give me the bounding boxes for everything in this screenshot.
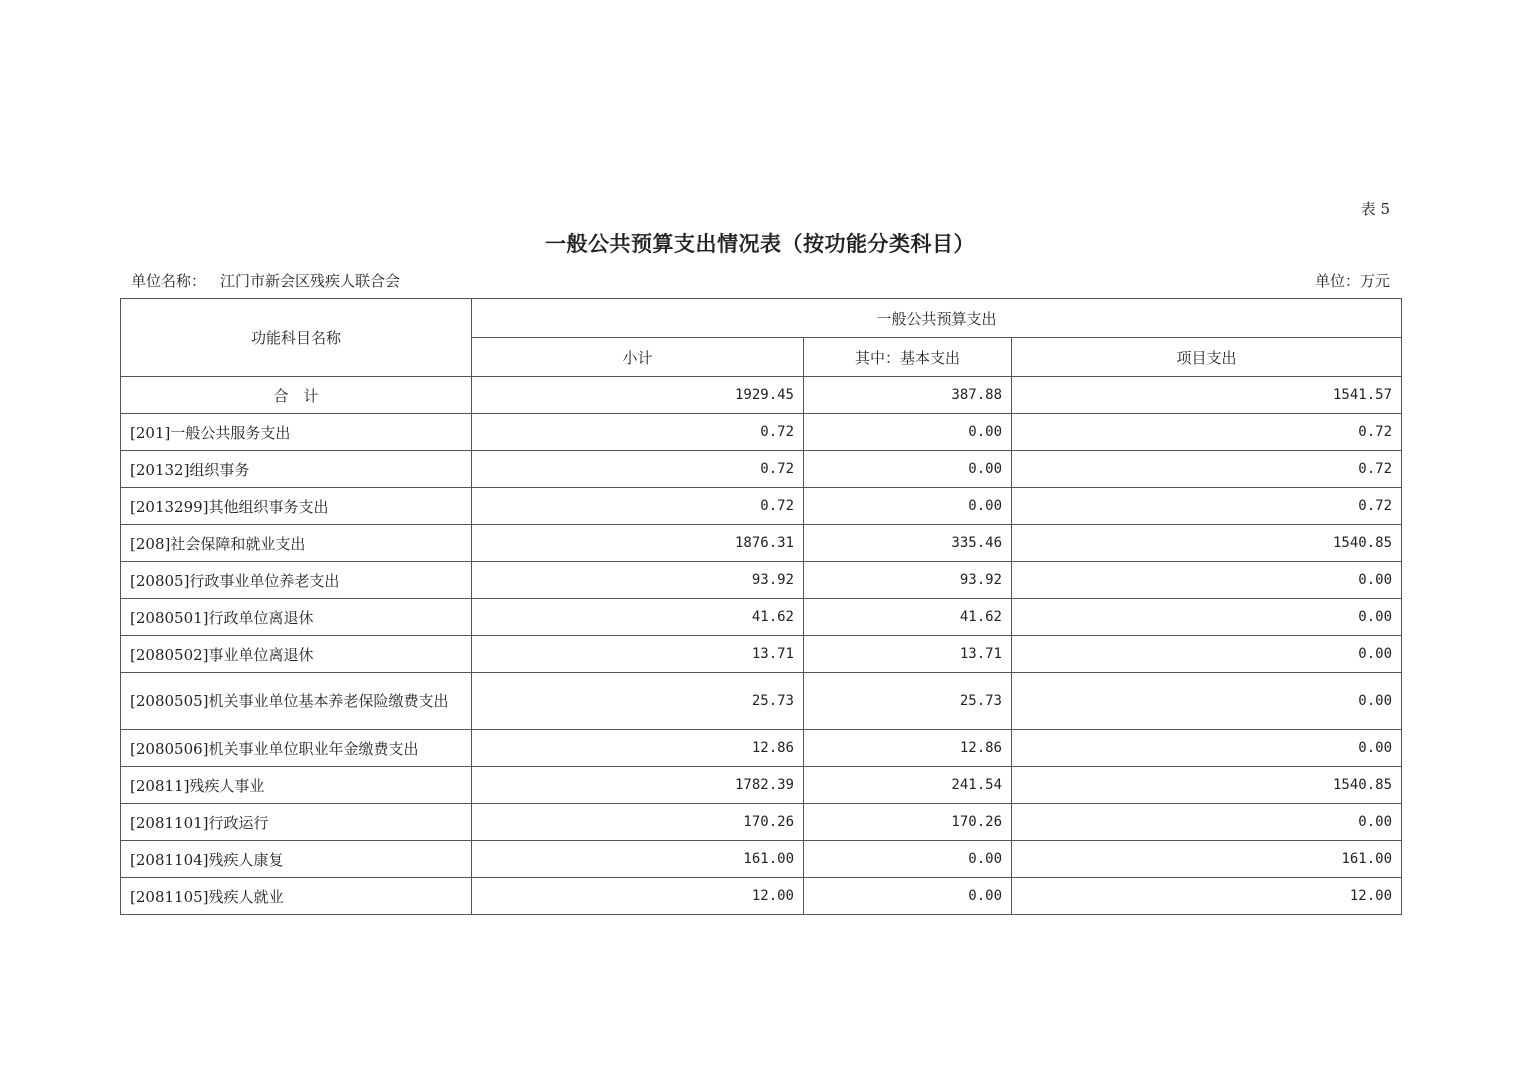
table-row <box>121 451 1402 488</box>
row-basic: 335.46 <box>804 525 1012 562</box>
row-basic: 0.00 <box>804 451 1012 488</box>
row-name: [20132]组织事务 <box>121 451 472 488</box>
row-project: 0.72 <box>1012 488 1402 525</box>
header-row-1 <box>121 299 1402 338</box>
row-project: 12.00 <box>1012 878 1402 915</box>
total-label: 合 计 <box>121 377 472 414</box>
table-row <box>121 673 1402 730</box>
row-subtotal: 1876.31 <box>472 525 804 562</box>
table-row <box>121 841 1402 878</box>
row-basic: 0.00 <box>804 878 1012 915</box>
row-project: 0.00 <box>1012 636 1402 673</box>
row-project: 1540.85 <box>1012 525 1402 562</box>
row-name: [201]一般公共服务支出 <box>121 414 472 451</box>
table-row <box>121 878 1402 915</box>
row-subtotal: 0.72 <box>472 488 804 525</box>
row-subtotal: 12.00 <box>472 878 804 915</box>
row-basic: 0.00 <box>804 488 1012 525</box>
row-project: 0.00 <box>1012 730 1402 767</box>
table-row <box>121 562 1402 599</box>
row-subtotal: 0.72 <box>472 451 804 488</box>
header-subtotal: 小计 <box>472 338 804 377</box>
row-name: [20811]残疾人事业 <box>121 767 472 804</box>
table-row <box>121 599 1402 636</box>
row-name: [20805]行政事业单位养老支出 <box>121 562 472 599</box>
row-name: [2080501]行政单位离退休 <box>121 599 472 636</box>
row-project: 0.00 <box>1012 562 1402 599</box>
page-title: 一般公共预算支出情况表（按功能分类科目） <box>545 231 975 256</box>
row-project: 161.00 <box>1012 841 1402 878</box>
total-subtotal: 1929.45 <box>472 377 804 414</box>
row-name: [2080506]机关事业单位职业年金缴费支出 <box>121 730 472 767</box>
total-row <box>121 377 1402 414</box>
row-basic: 93.92 <box>804 562 1012 599</box>
row-subtotal: 13.71 <box>472 636 804 673</box>
table-row <box>121 804 1402 841</box>
row-basic: 12.86 <box>804 730 1012 767</box>
row-project: 0.00 <box>1012 599 1402 636</box>
row-name: [2013299]其他组织事务支出 <box>121 488 472 525</box>
row-subtotal: 0.72 <box>472 414 804 451</box>
row-name: [2081104]残疾人康复 <box>121 841 472 878</box>
table-row <box>121 525 1402 562</box>
total-project: 1541.57 <box>1012 377 1402 414</box>
table-row <box>121 767 1402 804</box>
row-basic: 0.00 <box>804 841 1012 878</box>
row-basic: 13.71 <box>804 636 1012 673</box>
row-name: [2081101]行政运行 <box>121 804 472 841</box>
total-basic: 387.88 <box>804 377 1012 414</box>
header-project: 项目支出 <box>1012 338 1402 377</box>
header-basic: 其中：基本支出 <box>804 338 1012 377</box>
table-number: 表 5 <box>1360 200 1390 218</box>
table-row <box>121 636 1402 673</box>
row-name: [2081105]残疾人就业 <box>121 878 472 915</box>
row-project: 0.00 <box>1012 673 1402 730</box>
row-basic: 241.54 <box>804 767 1012 804</box>
row-subtotal: 41.62 <box>472 599 804 636</box>
row-basic: 170.26 <box>804 804 1012 841</box>
table-row <box>121 414 1402 451</box>
header-function-name: 功能科目名称 <box>121 299 472 377</box>
table-row <box>121 730 1402 767</box>
row-name: [208]社会保障和就业支出 <box>121 525 472 562</box>
row-project: 0.72 <box>1012 414 1402 451</box>
row-subtotal: 1782.39 <box>472 767 804 804</box>
row-subtotal: 170.26 <box>472 804 804 841</box>
row-name: [2080502]事业单位离退休 <box>121 636 472 673</box>
row-name: [2080505]机关事业单位基本养老保险缴费支出 <box>121 673 472 730</box>
row-subtotal: 12.86 <box>472 730 804 767</box>
unit-name-value: 江门市新会区残疾人联合会 <box>220 272 401 290</box>
row-project: 1540.85 <box>1012 767 1402 804</box>
row-basic: 41.62 <box>804 599 1012 636</box>
currency-unit: 单位：万元 <box>1314 272 1390 290</box>
row-subtotal: 161.00 <box>472 841 804 878</box>
table-row <box>121 488 1402 525</box>
row-basic: 0.00 <box>804 414 1012 451</box>
budget-table <box>120 298 1402 915</box>
row-subtotal: 25.73 <box>472 673 804 730</box>
row-project: 0.00 <box>1012 804 1402 841</box>
row-subtotal: 93.92 <box>472 562 804 599</box>
unit-name-line <box>131 270 400 291</box>
row-project: 0.72 <box>1012 451 1402 488</box>
row-basic: 25.73 <box>804 673 1012 730</box>
unit-name-label: 单位名称： <box>131 272 207 290</box>
header-group: 一般公共预算支出 <box>472 299 1402 338</box>
